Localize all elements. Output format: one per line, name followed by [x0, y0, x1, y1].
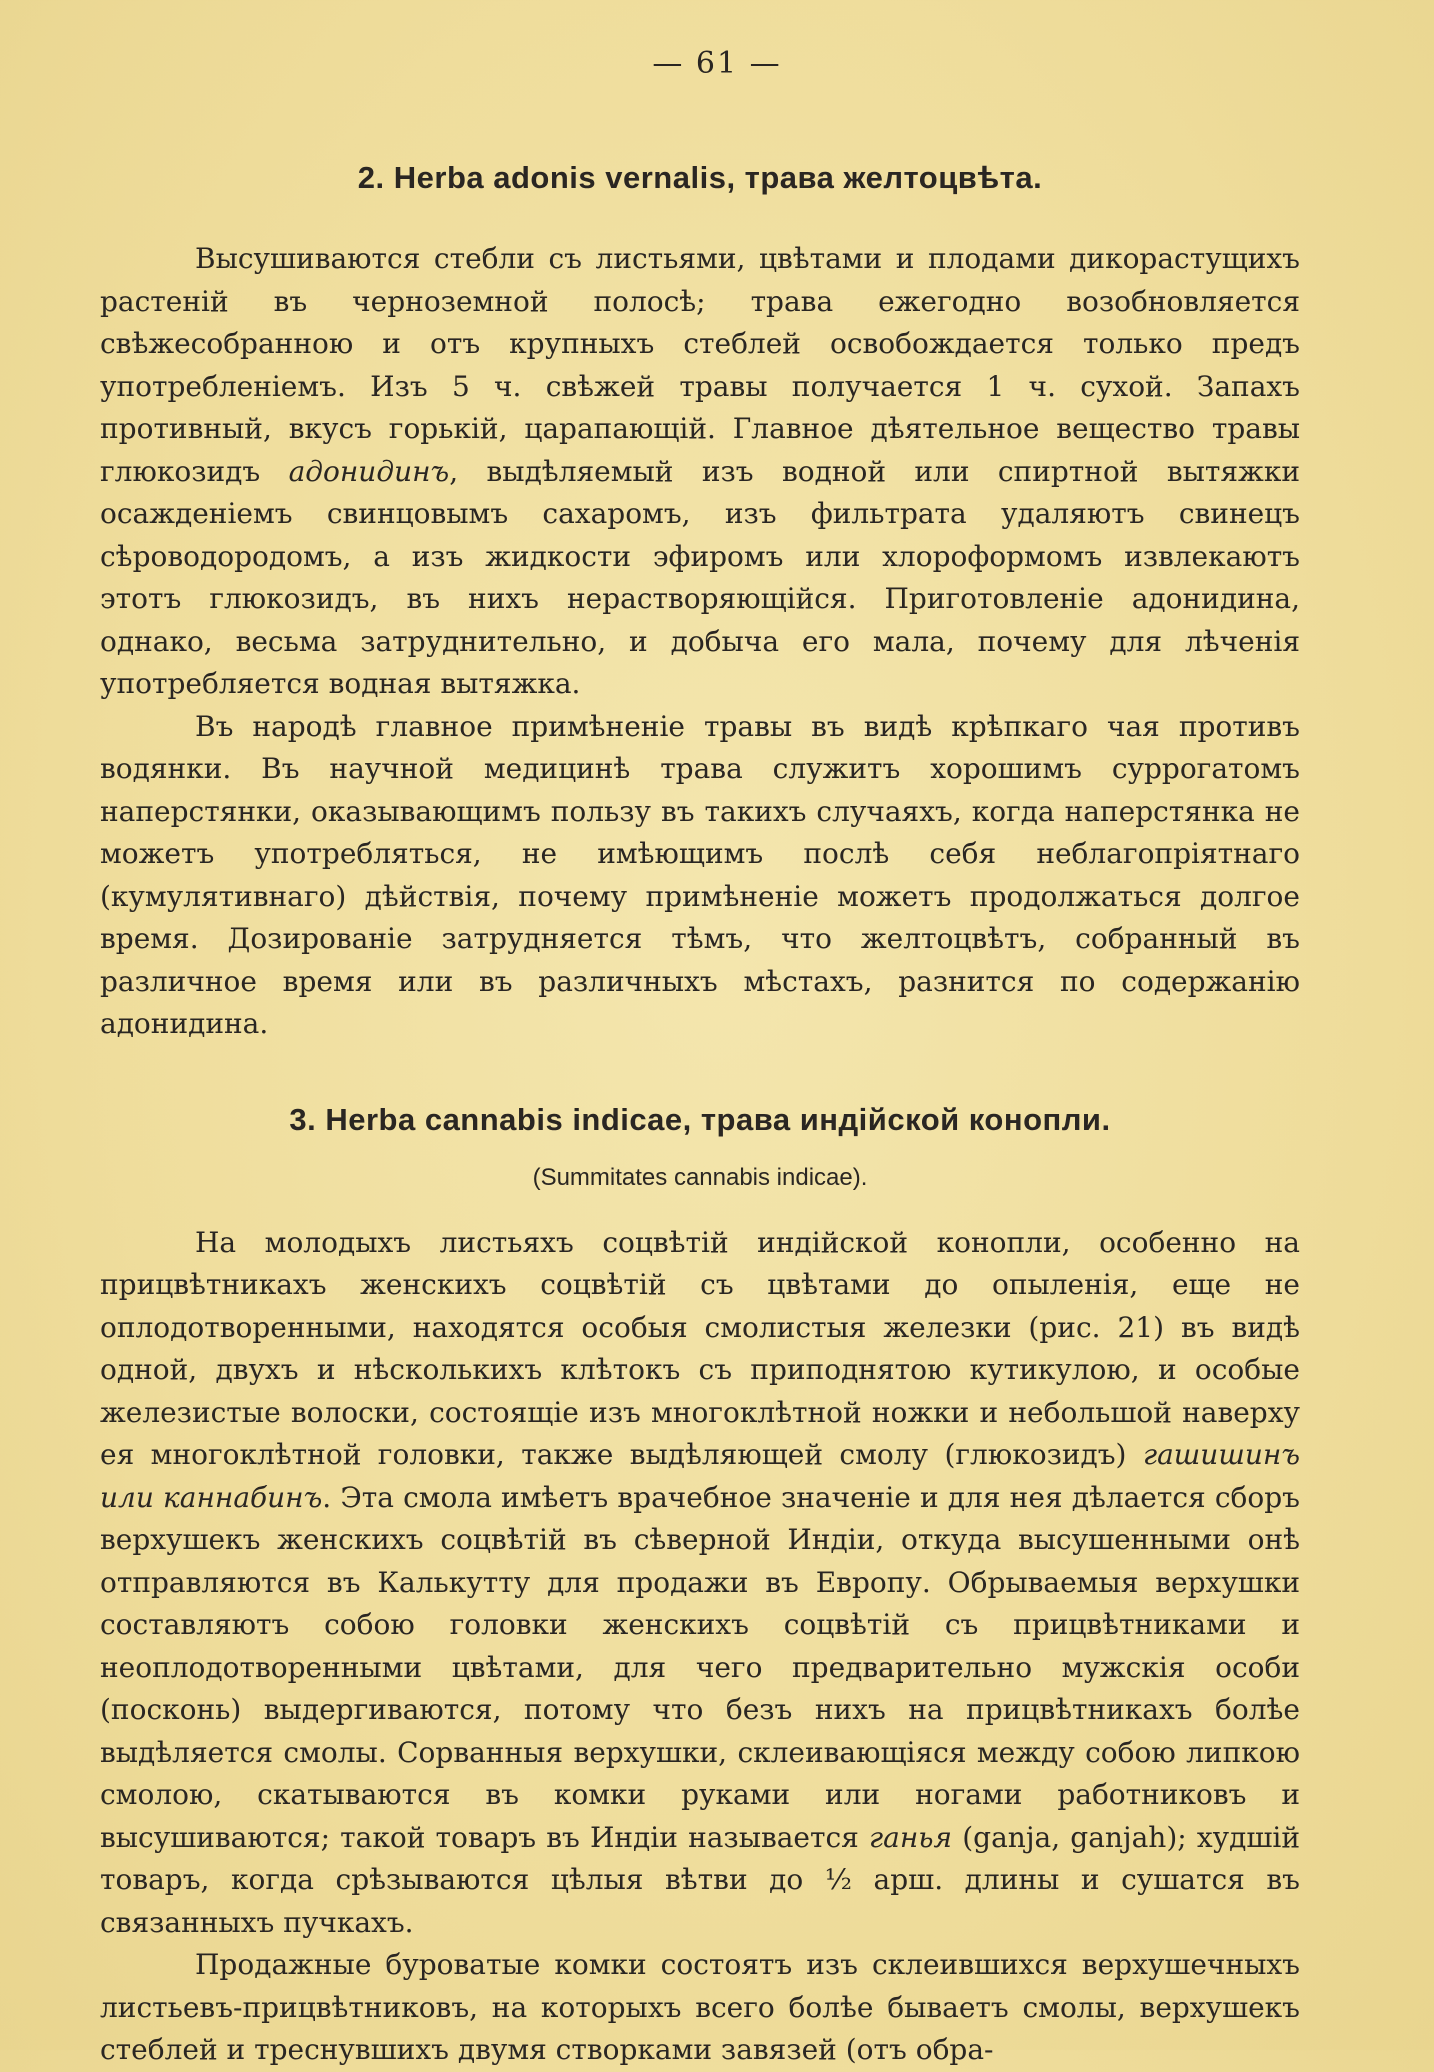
section-3-paragraph-2: Продажные буроватые комки состоятъ изъ склеившихся верхушечныхъ листьевъ-прицвѣтниковъ, на которыхъ всего болѣе бываетъ смолы, верхушекъ стеблей и треснувшихъ двумя створками завязей (отъ обра-: [100, 1948, 1300, 2066]
paragraph-text: (ganja, ganjah); худшій товаръ, когда срѣзываются цѣлыя вѣтви до ½ арш. длины и сушатся въ связанныхъ пучкахъ.: [100, 1820, 1300, 1939]
paragraph-text: Высушиваются стебли съ листьями, цвѣтами и плодами дикорастущихъ растеній въ черноземной полосѣ; трава ежегодно возобновляется свѣжесобранною и отъ крупныхъ стеблей освобождается только предъ употребленіемъ. Изъ 5 ч. свѣжей травы получается 1 ч. сухой. Запахъ противный, вкусъ горькій, царапающій. Главное дѣятельное вещество травы глюкозидъ: [100, 242, 1300, 488]
page-number: — 61 —: [652, 46, 782, 81]
italic-term: гашишинъ или каннабинъ: [100, 1438, 1300, 1514]
page-content: [100, 160, 1300, 2072]
section-2-paragraph-2: Въ народѣ главное примѣненіе травы въ видѣ крѣпкаго чая противъ водянки. Въ научной медицинѣ трава служитъ хорошимъ суррогатомъ наперстянки, оказывающимъ пользу въ такихъ случаяхъ, когда наперстянка не можетъ употребляться, не имѣющимъ послѣ себя неблагопріятнаго (кумулятивнаго) дѣйствія, почему примѣненіе можетъ продолжаться долгое время. Дозированіе затрудняется тѣмъ, что желтоцвѣтъ, собранный въ различное время или въ различныхъ мѣстахъ, разнится по содержанію адонидина.: [100, 709, 1300, 1040]
section-3-title: 3. Herba cannabis indicae, трава индійской конопли.: [289, 1101, 1111, 1137]
paragraph-text: . Эта смола имѣетъ врачебное значеніе и для нея дѣлается сборъ верхушекъ женскихъ соцвѣтій въ сѣверной Индіи, откуда высушенными онѣ отправляются въ Калькутту для продажи въ Европу. Обрываемыя верхушки составляютъ собою головки женскихъ соцвѣтій съ прицвѣтниками и неоплодотворенными цвѣтами, для чего предварительно мужскія особи (посконь) выдергиваются, потому что безъ нихъ на прицвѣтникахъ болѣе выдѣляется смолы. Сорванныя верхушки, склеивающіяся между собою липкою смолою, скатываются въ комки руками или ногами работниковъ и высушиваются; такой товаръ въ Индіи называется: [100, 1480, 1300, 1854]
section-2-title: 2. Herba adonis vernalis, трава желтоцвѣта.: [357, 160, 1043, 195]
italic-term: ганья: [869, 1820, 953, 1854]
section-3-paragraph-1: [100, 1222, 1300, 1945]
paragraph-text: , выдѣляемый изъ водной или спиртной вытяжки осажденіемъ свинцовымъ сахаромъ, изъ фильтрата удаляютъ свинецъ сѣроводородомъ, а изъ жидкости эфиромъ или хлороформомъ извлекаютъ этотъ глюкозидъ, въ нихъ нерастворяющійся. Приготовленіе адонидина, однако, весьма затруднительно, и добыча его мала, почему для лѣченія употребляется водная вытяжка.: [100, 454, 1300, 700]
section-2-paragraph-1: [100, 238, 1300, 706]
paragraph-text: На молодыхъ листьяхъ соцвѣтій индійской конопли, особенно на прицвѣтникахъ женскихъ соцвѣтій съ цвѣтами до опыленія, еще не оплодотворенными, находятся особыя смолистыя железки (рис. 21) въ видѣ одной, двухъ и нѣсколькихъ клѣтокъ съ приподнятою кутикулою, и особые железистые волоски, состоящіе изъ многоклѣтной ножки и небольшой наверху ея многоклѣтной головки, также выдѣляющей смолу (глюкозидъ): [100, 1225, 1300, 1471]
italic-term: адонидинъ: [288, 454, 450, 488]
section-3-subtitle: (Summitates cannabis indicae).: [532, 1163, 868, 1191]
